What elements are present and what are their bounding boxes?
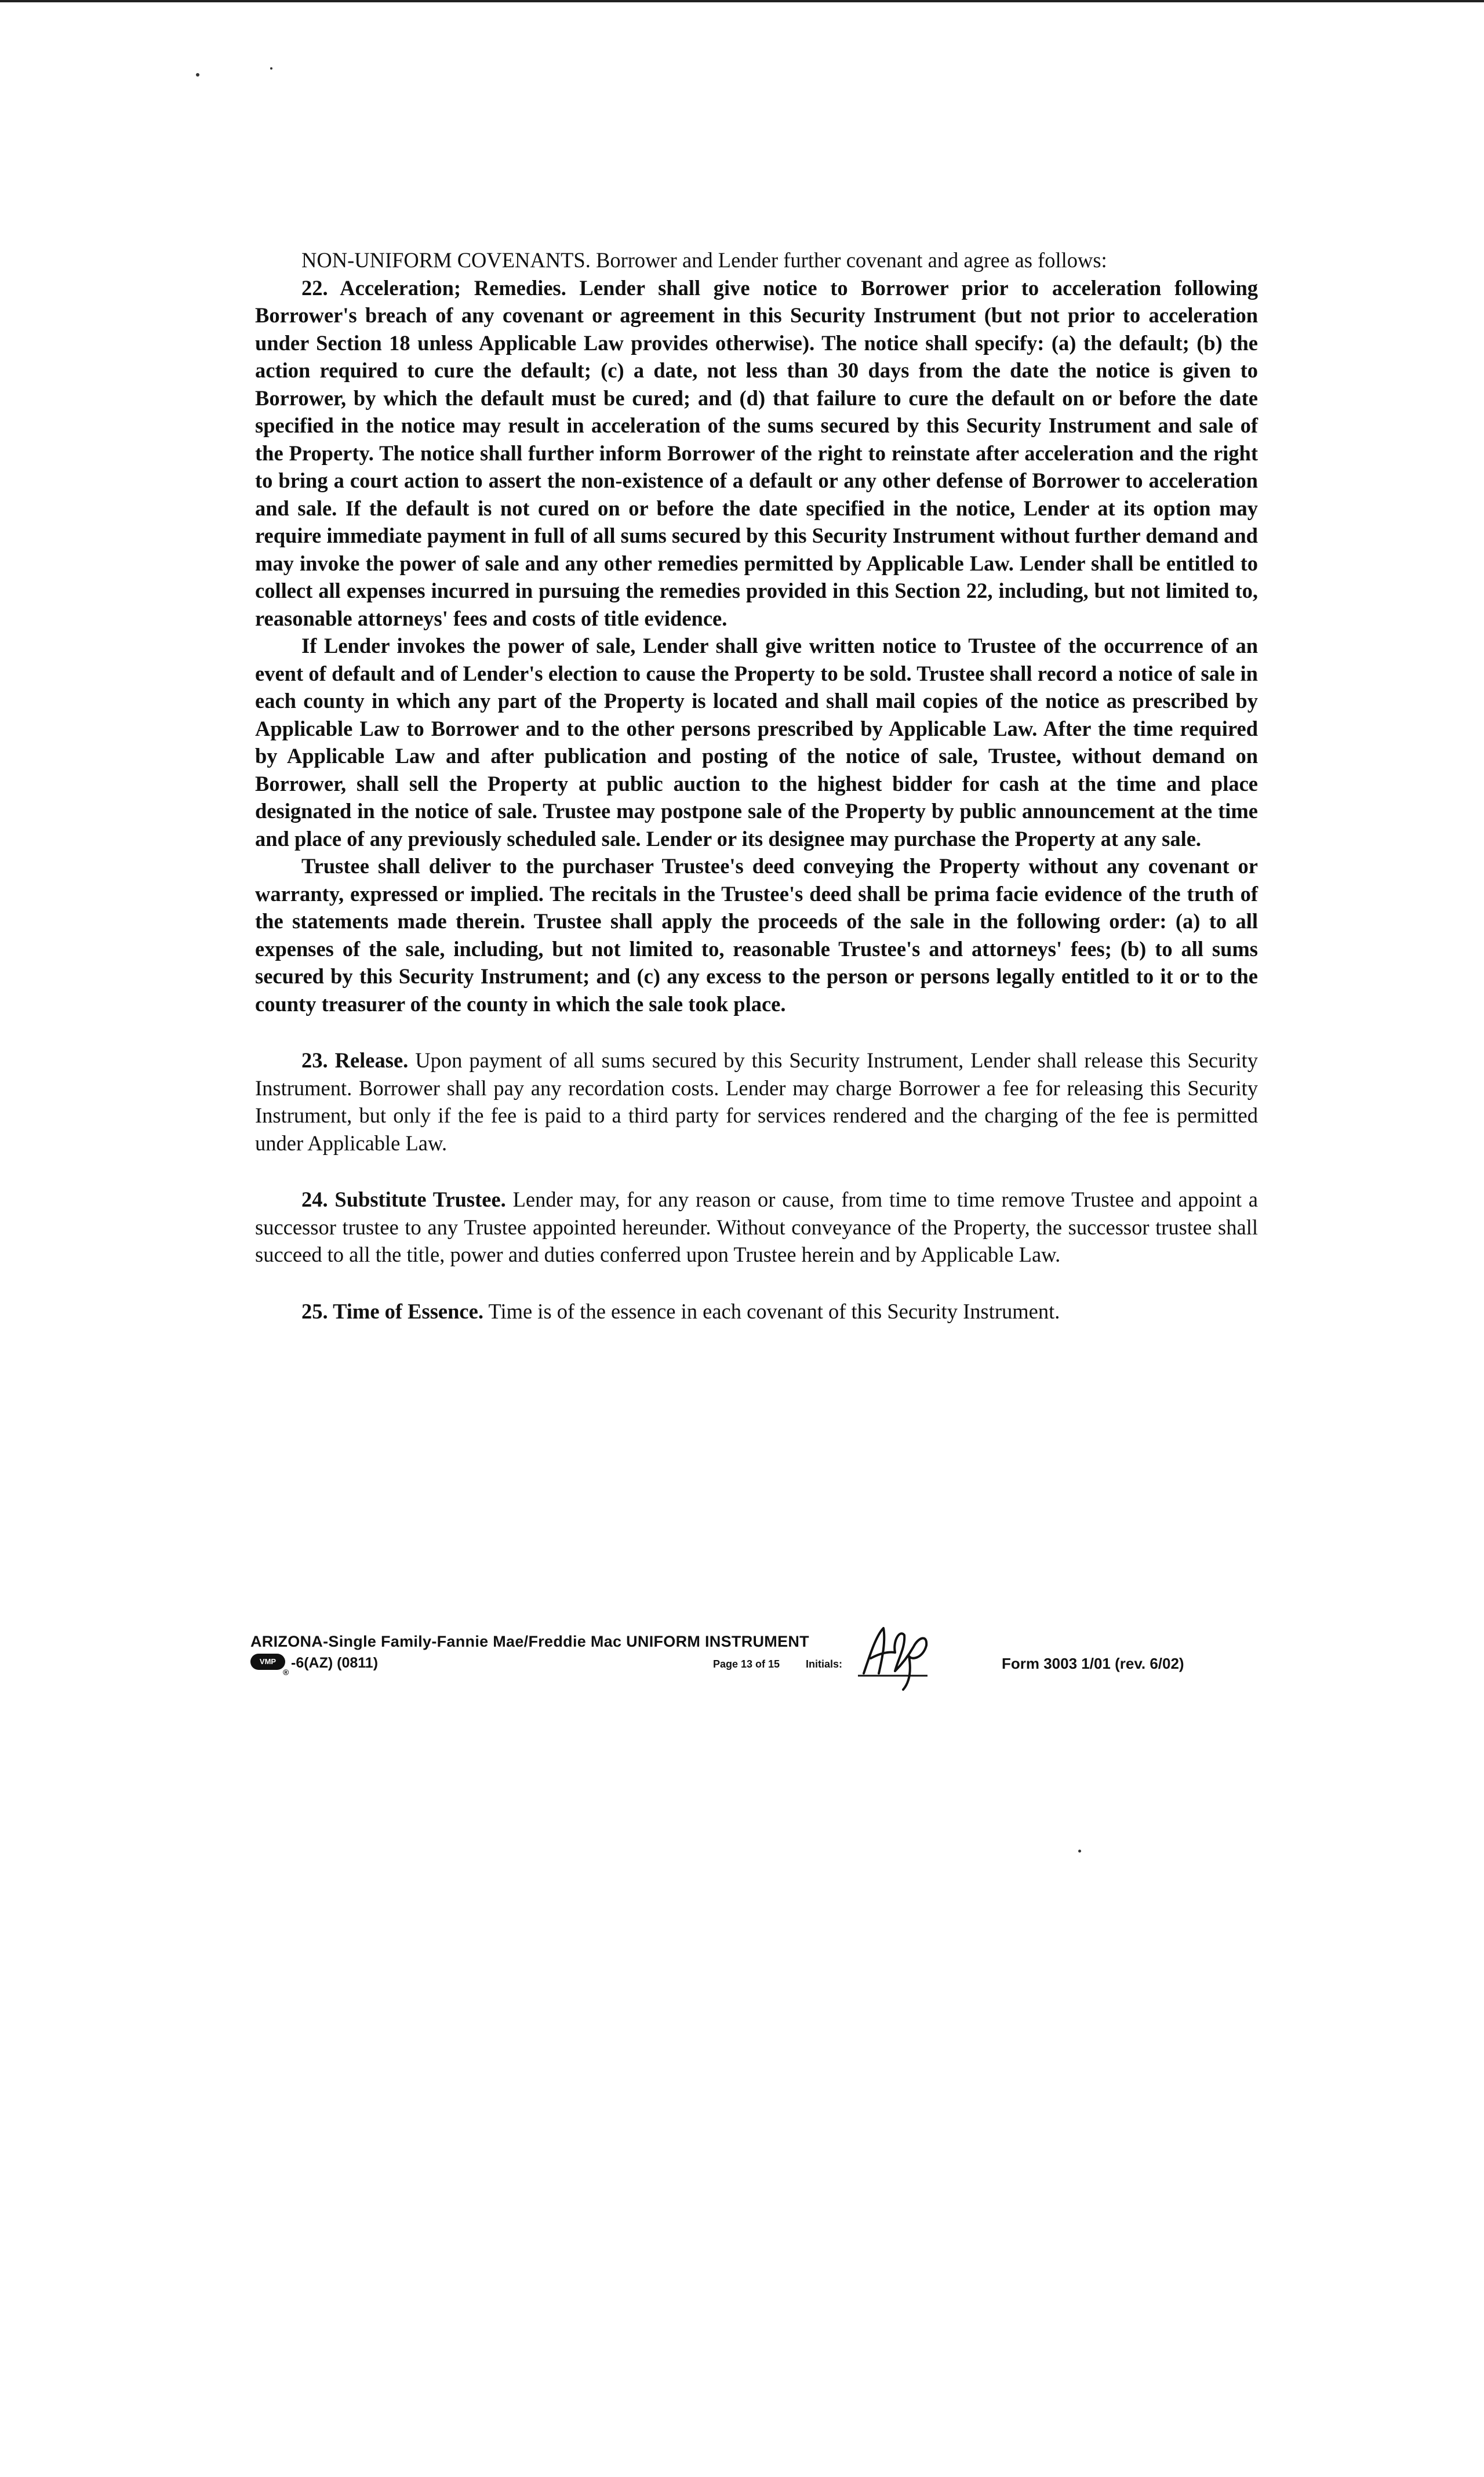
section-24-substitute-trustee [255, 1186, 1258, 1269]
section-25-time-of-essence [255, 1298, 1258, 1325]
document-body [255, 246, 1258, 1325]
form-number: Form 3003 1/01 (rev. 6/02) [1002, 1655, 1184, 1672]
document-heading: NON-UNIFORM COVENANTS. Borrower and Lender further covenant and agree as follows: [301, 248, 1107, 272]
top-edge-rule [0, 0, 1484, 2]
section-22-trustee-deed: Trustee shall deliver to the purchaser Trustee's deed conveying the Property without any covenant or warranty, expressed or implied. The recitals in the Trustee's deed shall be prima facie evidence of the truth of the statements made therein. Trustee shall apply the proceeds of the sale in the following order: (a) to all expenses of the sale, including, but not limited to, reasonable Trustee's and attorneys' fees; (b) to all sums secured by this Security Instrument; and (c) any excess to the person or persons legally entitled to it or to the county treasurer of the county in which the sale took place. [255, 854, 1258, 1016]
section-title: 24. Substitute Trustee. [301, 1187, 506, 1211]
scan-speck [270, 67, 272, 70]
instrument-title: ARIZONA-Single Family-Fannie Mae/Freddie Mac UNIFORM INSTRUMENT [250, 1633, 809, 1650]
section-23-release [255, 1047, 1258, 1157]
section-body: Lender may, for any reason or cause, from time to time remove Trustee and appoint a successor trustee to any Trustee appointed hereunder. Without conveyance of the Property, the successor trustee shall succeed to all the title, power and duties conferred upon Trustee herein and by Applicable Law. [255, 1187, 1258, 1266]
section-title: 23. Release. [301, 1048, 409, 1072]
scan-speck [196, 73, 199, 77]
vmp-logo-icon: VMP [250, 1654, 285, 1670]
section-22-acceleration: 22. Acceleration; Remedies. Lender shall give notice to Borrower prior to acceleration following Borrower's breach of any covenant or agreement in this Security Instrument (but not prior to acceleration under Section 18 unless Applicable Law provides otherwise). The notice shall specify: (a) the default; (b) the action required to cure the default; (c) a date, not less than 30 days from the date the notice is given to Borrower, by which the default must be cured; and (d) that failure to cure the default on or before the date specified in the notice may result in acceleration of the sums secured by this Security Instrument and sale of the Property. The notice shall further inform Borrower of the right to reinstate after acceleration and the right to bring a court action to assert the non-existence of a default or any other defense of Borrower to acceleration and sale. If the default is not cured on or before the date specified in the notice, Lender at its option may require immediate payment in full of all sums secured by this Security Instrument without further demand and may invoke the power of sale and any other remedies permitted by Applicable Law. Lender shall be entitled to collect all expenses incurred in pursuing the remedies provided in this Section 22, including, but not limited to, reasonable attorneys' fees and costs of title evidence. [255, 275, 1258, 630]
form-code: -6(AZ) (0811) [291, 1655, 379, 1671]
form-footer [250, 1629, 1259, 1699]
section-title: 25. Time of Essence. [301, 1299, 483, 1323]
page-number: Page 13 of 15 [713, 1658, 780, 1670]
section-22-power-of-sale: If Lender invokes the power of sale, Lender shall give written notice to Trustee of the occurrence of an event of default and of Lender's election to cause the Property to be sold. Trustee shall record a notice of sale in each county in which any part of the Property is located and shall mail copies of the notice as prescribed by Applicable Law to Borrower and to the other persons prescribed by Applicable Law. After the time required by Applicable Law and after publication and posting of the notice of sale, Trustee, without demand on Borrower, shall sell the Property at public auction to the highest bidder for cash at the time and place designated in the notice of sale. Trustee may postpone sale of the Property by public announcement at the time and place of any previously scheduled sale. Lender or its designee may purchase the Property at any sale. [255, 634, 1258, 851]
scan-speck [1078, 1850, 1081, 1853]
initials-label: Initials: [806, 1658, 843, 1670]
registered-mark: ® [283, 1668, 289, 1677]
section-body: Time is of the essence in each covenant of this Security Instrument. [488, 1299, 1060, 1323]
initials-signature [853, 1618, 940, 1693]
section-body: Upon payment of all sums secured by this Security Instrument, Lender shall release this Security Instrument. Borrower shall pay any recordation costs. Lender may charge Borrower a fee for releasing this Security Instrument, but only if the fee is paid to a third party for services rendered and the charging of the fee is permitted under Applicable Law. [255, 1048, 1259, 1155]
